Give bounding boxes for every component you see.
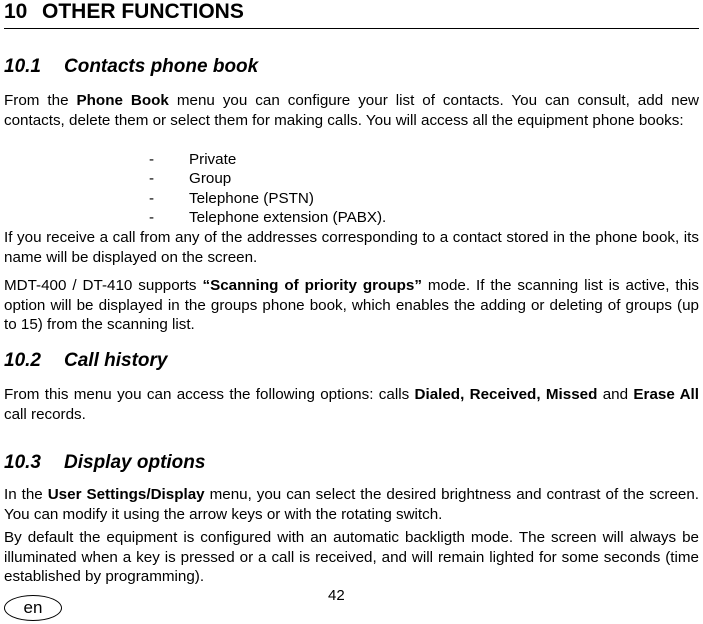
language-badge: en bbox=[4, 595, 62, 621]
list-item: - Telephone extension (PABX). bbox=[149, 208, 387, 226]
section-title: Display options bbox=[64, 452, 206, 473]
section-title: Contacts phone book bbox=[64, 56, 259, 77]
chapter-title: OTHER FUNCTIONS bbox=[42, 0, 244, 23]
section-title: Call history bbox=[64, 350, 168, 371]
section-heading-call-history bbox=[4, 350, 167, 372]
phone-book-list bbox=[149, 150, 386, 227]
section-heading-display-options bbox=[4, 452, 205, 474]
paragraph-backlight: By default the equipment is configured with an automatic backligth mode. The screen will always be illuminated when a key is pressed or a call is received, and will remain lighted for some seconds (time established by programming). bbox=[4, 529, 699, 585]
chapter-heading bbox=[4, 0, 699, 29]
section-heading-contacts bbox=[4, 56, 258, 78]
scanning-mode-name: “Scanning of priority groups” bbox=[202, 277, 422, 294]
paragraph-phone-book-intro: From the Phone Book menu you can configure your list of contacts. You can consult, add new contacts, delete them or select them for making calls. You will access all the equipment phone books: bbox=[4, 92, 699, 129]
section-number: 10.2 bbox=[4, 350, 41, 371]
paragraph-scanning-groups: MDT-400 / DT-410 supports “Scanning of priority groups” mode. If the scanning list is active, this option will be displayed in the groups phone book, which enables the adding or deleting of groups (up to 15) from the scanning list. bbox=[4, 277, 700, 333]
phone-book-menu-name: Phone Book bbox=[76, 92, 169, 109]
paragraph-incoming-call: If you receive a call from any of the addresses corresponding to a contact stored in the phone book, its name will be displayed on the screen. bbox=[4, 229, 699, 266]
section-number: 10.3 bbox=[4, 452, 41, 473]
display-menu-name: User Settings/Display bbox=[47, 486, 205, 503]
chapter-number: 10 bbox=[4, 0, 28, 23]
paragraph-display-settings: In the User Settings/Display menu, you can select the desired brightness and contrast of the screen. You can modify it using the arrow keys or with the rotating switch. bbox=[4, 486, 700, 523]
list-item: - Private bbox=[149, 151, 237, 168]
paragraph-call-history: From this menu you can access the following options: calls Dialed, Received, Missed and Erase All call records. bbox=[4, 386, 699, 423]
page-number: 42 bbox=[328, 587, 345, 604]
list-item: - Telephone (PSTN) bbox=[149, 189, 314, 207]
list-item: - Group bbox=[149, 170, 232, 188]
section-number: 10.1 bbox=[4, 56, 41, 77]
